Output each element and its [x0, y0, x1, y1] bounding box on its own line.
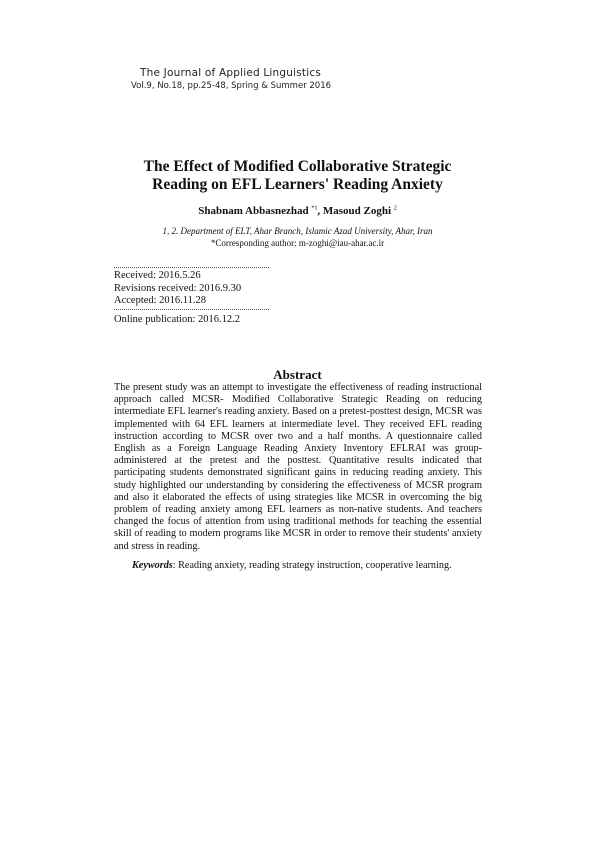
paper-title: [60, 158, 535, 194]
author-separator: ,: [317, 205, 323, 217]
corresponding-author: *Corresponding author: m-zoghi@iau-ahar.ac.ir: [210, 238, 385, 248]
divider: [114, 267, 269, 268]
journal-name: The Journal of Applied Linguistics: [140, 67, 321, 79]
divider: [114, 309, 269, 310]
journal-volume: Vol.9, No.18, pp.25-48, Spring & Summer 2016: [131, 81, 332, 91]
author-1-marker: *1: [311, 205, 318, 212]
affiliation: 1, 2. Department of ELT, Ahar Branch, Islamic Azad University, Ahar, Iran: [162, 226, 433, 236]
online-date: Online publication: 2016.12.2: [114, 313, 240, 325]
author-1: Shabnam Abbasnezhad: [198, 205, 309, 217]
title-line-2: Reading on EFL Learners' Reading Anxiety: [152, 176, 443, 193]
accepted-date: Accepted: 2016.11.28: [114, 295, 207, 306]
author-list: [60, 205, 535, 217]
keywords: [132, 560, 452, 571]
author-2-marker: 2: [393, 205, 397, 212]
keywords-label: Keywords: [132, 560, 173, 571]
keywords-text: : Reading anxiety, reading strategy instruction, cooperative learning.: [172, 560, 452, 571]
author-2: Masoud Zoghi: [322, 205, 392, 217]
abstract-heading: Abstract: [273, 367, 322, 382]
abstract-body: The present study was an attempt to investigate the effectiveness of reading instructional approach called MCSR- Modified Collaborative Strategic Reading on reducing intermediate EFL learner's reading anxiety. Based on a pretest-posttest design, MCSR was implemented with 64 EFL learners at intermediate level. They received EFL reading instruction according to MCSR over two and a half months. A questionnaire called English as a Foreign Language Reading Anxiety Inventory EFLRAI was group-administered at the pretest and the posttest. Quantitative results indicated that participating students demonstrated significant gains in reducing reading anxiety. This study highlighted our understanding by considering the effectiveness of MCSR program and also it elaborated the effects of using strategies like MCSR in overcoming the big problem of reading anxiety among EFL learners as non-native students. And teachers changed the focus of attention from using traditional methods for teaching the essential skill of reading to modern programs like MCSR in order to remove their students' anxiety and stress in reading.: [114, 382, 482, 552]
publication-dates: [114, 266, 269, 326]
revisions-date: Revisions received: 2016.9.30: [114, 282, 242, 294]
title-line-1: The Effect of Modified Collaborative Strategic: [143, 158, 452, 175]
received-date: Received: 2016.5.26: [114, 270, 201, 281]
